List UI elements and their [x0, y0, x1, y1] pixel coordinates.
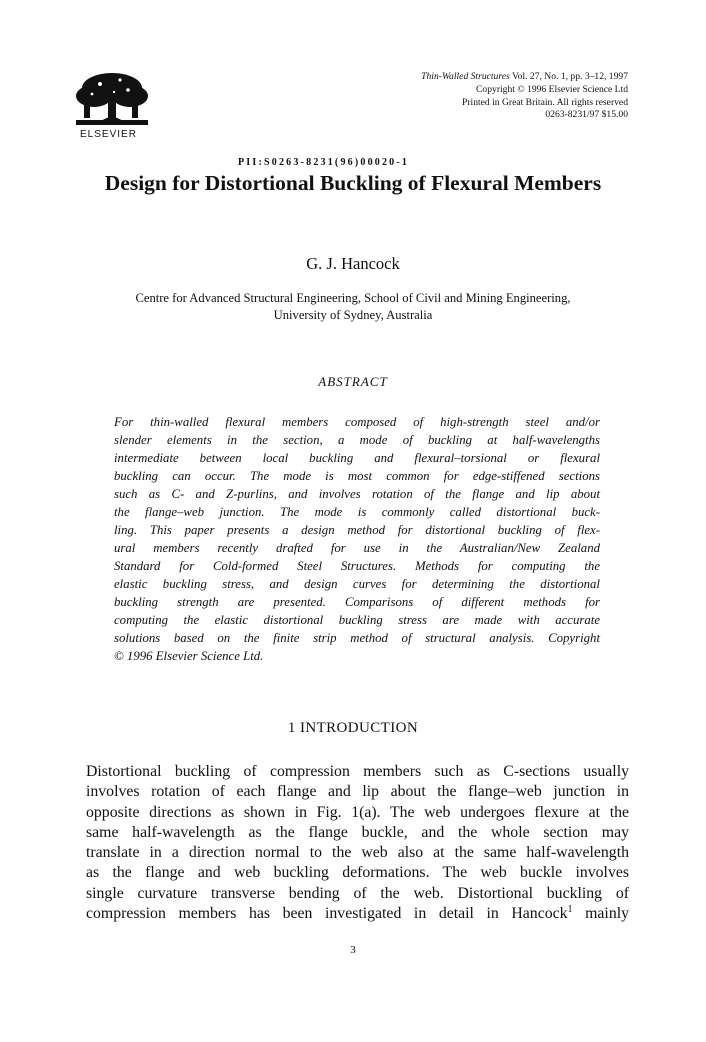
abstract-line: such as C- and Z-purlins, and involves rotation of the flange and lip about: [114, 487, 600, 501]
abstract-line: elastic buckling stress, and design curves for determining the distortional: [114, 577, 600, 591]
abstract-line: computing the elastic distortional buckling stress are made with accurate: [114, 613, 600, 627]
journal-name: Thin-Walled Structures: [421, 71, 510, 82]
citation-reference: 1: [567, 904, 573, 916]
body-line-tail: mainly: [572, 905, 629, 923]
abstract-line: solutions based on the finite strip method of structural analysis. Copyright: [114, 631, 600, 645]
abstract-heading: ABSTRACT: [318, 374, 388, 389]
affiliation-line: University of Sydney, Australia: [273, 308, 433, 322]
abstract-line: Standard for Cold-formed Steel Structures. Methods for computing the: [114, 559, 600, 573]
body-line: translate in a direction normal to the web also at the same half-wavelength: [86, 844, 629, 862]
price-line: 0263-8231/97 $15.00: [545, 109, 628, 121]
elsevier-tree-logo: [70, 70, 154, 132]
journal-citation-line: [308, 71, 628, 84]
journal-citation: Vol. 27, No. 1, pp. 3–12, 1997: [511, 71, 628, 82]
abstract-line: buckling strength are presented. Comparisons of different methods for: [114, 595, 600, 609]
journal-info: [308, 71, 628, 122]
abstract-line: the flange–web junction. The mode is commonly called distortional buck-: [114, 505, 600, 519]
body-line: opposite directions as shown in Fig. 1(a). The web undergoes flexure at the: [86, 803, 629, 821]
introduction-text: [86, 762, 629, 924]
page-number: 3: [350, 944, 356, 956]
author-affiliation: [0, 290, 706, 324]
abstract-text: [114, 413, 600, 665]
abstract-line: slender elements in the section, a mode of buckling at half-wavelengths: [114, 433, 600, 447]
abstract-line: For thin-walled flexural members composed of high-strength steel and/or: [114, 415, 600, 429]
pii-identifier: PII:S0263-8231(96)00020-1: [238, 157, 410, 168]
abstract-line: ural members recently drafted for use in the Australian/New Zealand: [114, 541, 600, 555]
copyright-line: Copyright © 1996 Elsevier Science Ltd: [476, 83, 628, 95]
publisher-name: ELSEVIER: [80, 129, 137, 140]
body-line: as the flange and web buckling deformations. The web buckle involves: [86, 864, 629, 882]
body-line: Distortional buckling of compression members such as C-sections usually: [86, 763, 629, 780]
abstract-line: © 1996 Elsevier Science Ltd.: [114, 649, 264, 663]
author-name: G. J. Hancock: [306, 254, 400, 273]
body-line-last: [86, 904, 629, 924]
paper-title: Design for Distortional Buckling of Flexural Members: [104, 171, 602, 195]
body-line: same half-wavelength as the flange buckle, and the whole section may: [86, 823, 629, 841]
printed-line: Printed in Great Britain. All rights reserved: [462, 96, 628, 108]
abstract-line: intermediate between local buckling and flexural–torsional or flexural: [114, 451, 600, 465]
abstract-line: ling. This paper presents a design method for distortional buckling of flex-: [114, 523, 600, 537]
section-heading-introduction: 1 INTRODUCTION: [287, 720, 419, 736]
affiliation-line: Centre for Advanced Structural Engineering, School of Civil and Mining Engineering,: [135, 291, 571, 305]
body-line: single curvature transverse bending of the web. Distortional buckling of: [86, 884, 629, 902]
abstract-line: buckling can occur. The mode is most common for edge-stiffened sections: [114, 469, 600, 483]
body-line-text: compression members has been investigated in detail in Hancock: [86, 905, 568, 923]
body-line: involves rotation of each flange and lip about the flange–web junction in: [86, 783, 629, 801]
